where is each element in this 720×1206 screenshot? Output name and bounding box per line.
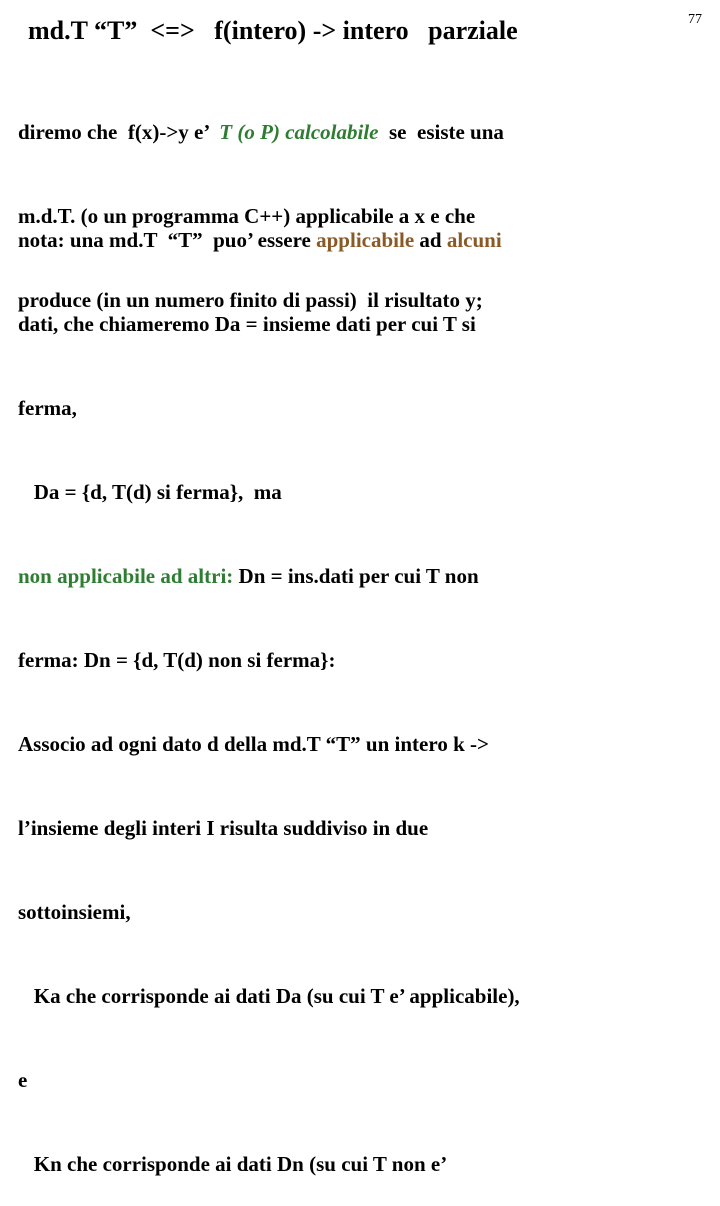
text-line: Da = {d, T(d) si ferma}, ma <box>18 480 282 504</box>
text-line: produce (in un numero finito di passi) il risultato y; <box>18 288 483 312</box>
text-line: ferma, <box>18 396 77 420</box>
text-span: Dn = ins.dati per cui T non <box>233 564 479 588</box>
text-line: dati, che chiameremo Da = insieme dati per cui T si <box>18 312 476 336</box>
text-line: m.d.T. (o un programma C++) applicabile a x e che <box>18 204 476 228</box>
text-line: e <box>18 1068 28 1092</box>
text-line: sottoinsiemi, <box>18 900 131 924</box>
text-line: Kn che corrisponde ai dati Dn (su cui T non e’ <box>18 1152 448 1176</box>
note-paragraph <box>18 170 520 1206</box>
text-line: Associo ad ogni dato d della md.T “T” un intero k -> <box>18 732 489 756</box>
page-number: 77 <box>688 12 702 27</box>
text-line <box>18 118 504 146</box>
highlight-applicabile: applicabile <box>316 228 415 252</box>
highlight-alcuni: alcuni <box>446 228 502 252</box>
highlight-calcolabile: T (o P) calcolabile <box>219 120 379 144</box>
text-span: ad <box>414 228 447 252</box>
highlight-non-applicabile: non applicabile ad altri: <box>18 564 234 588</box>
text-span: nota: una md.T “T” puo’ essere <box>18 228 317 252</box>
slide-title: md.T “T” <=> f(intero) -> intero parziale <box>28 16 518 45</box>
text-line: l’insieme degli interi I risulta suddiviso in due <box>18 816 429 840</box>
text-line <box>18 562 520 590</box>
text-line: ferma: Dn = {d, T(d) non si ferma}: <box>18 648 336 672</box>
text-line <box>18 226 520 254</box>
text-span: se esiste una <box>378 120 504 144</box>
text-line: Ka che corrisponde ai dati Da (su cui T e’ applicabile), <box>18 984 520 1008</box>
text-span: diremo che f(x)->y e’ <box>18 120 220 144</box>
